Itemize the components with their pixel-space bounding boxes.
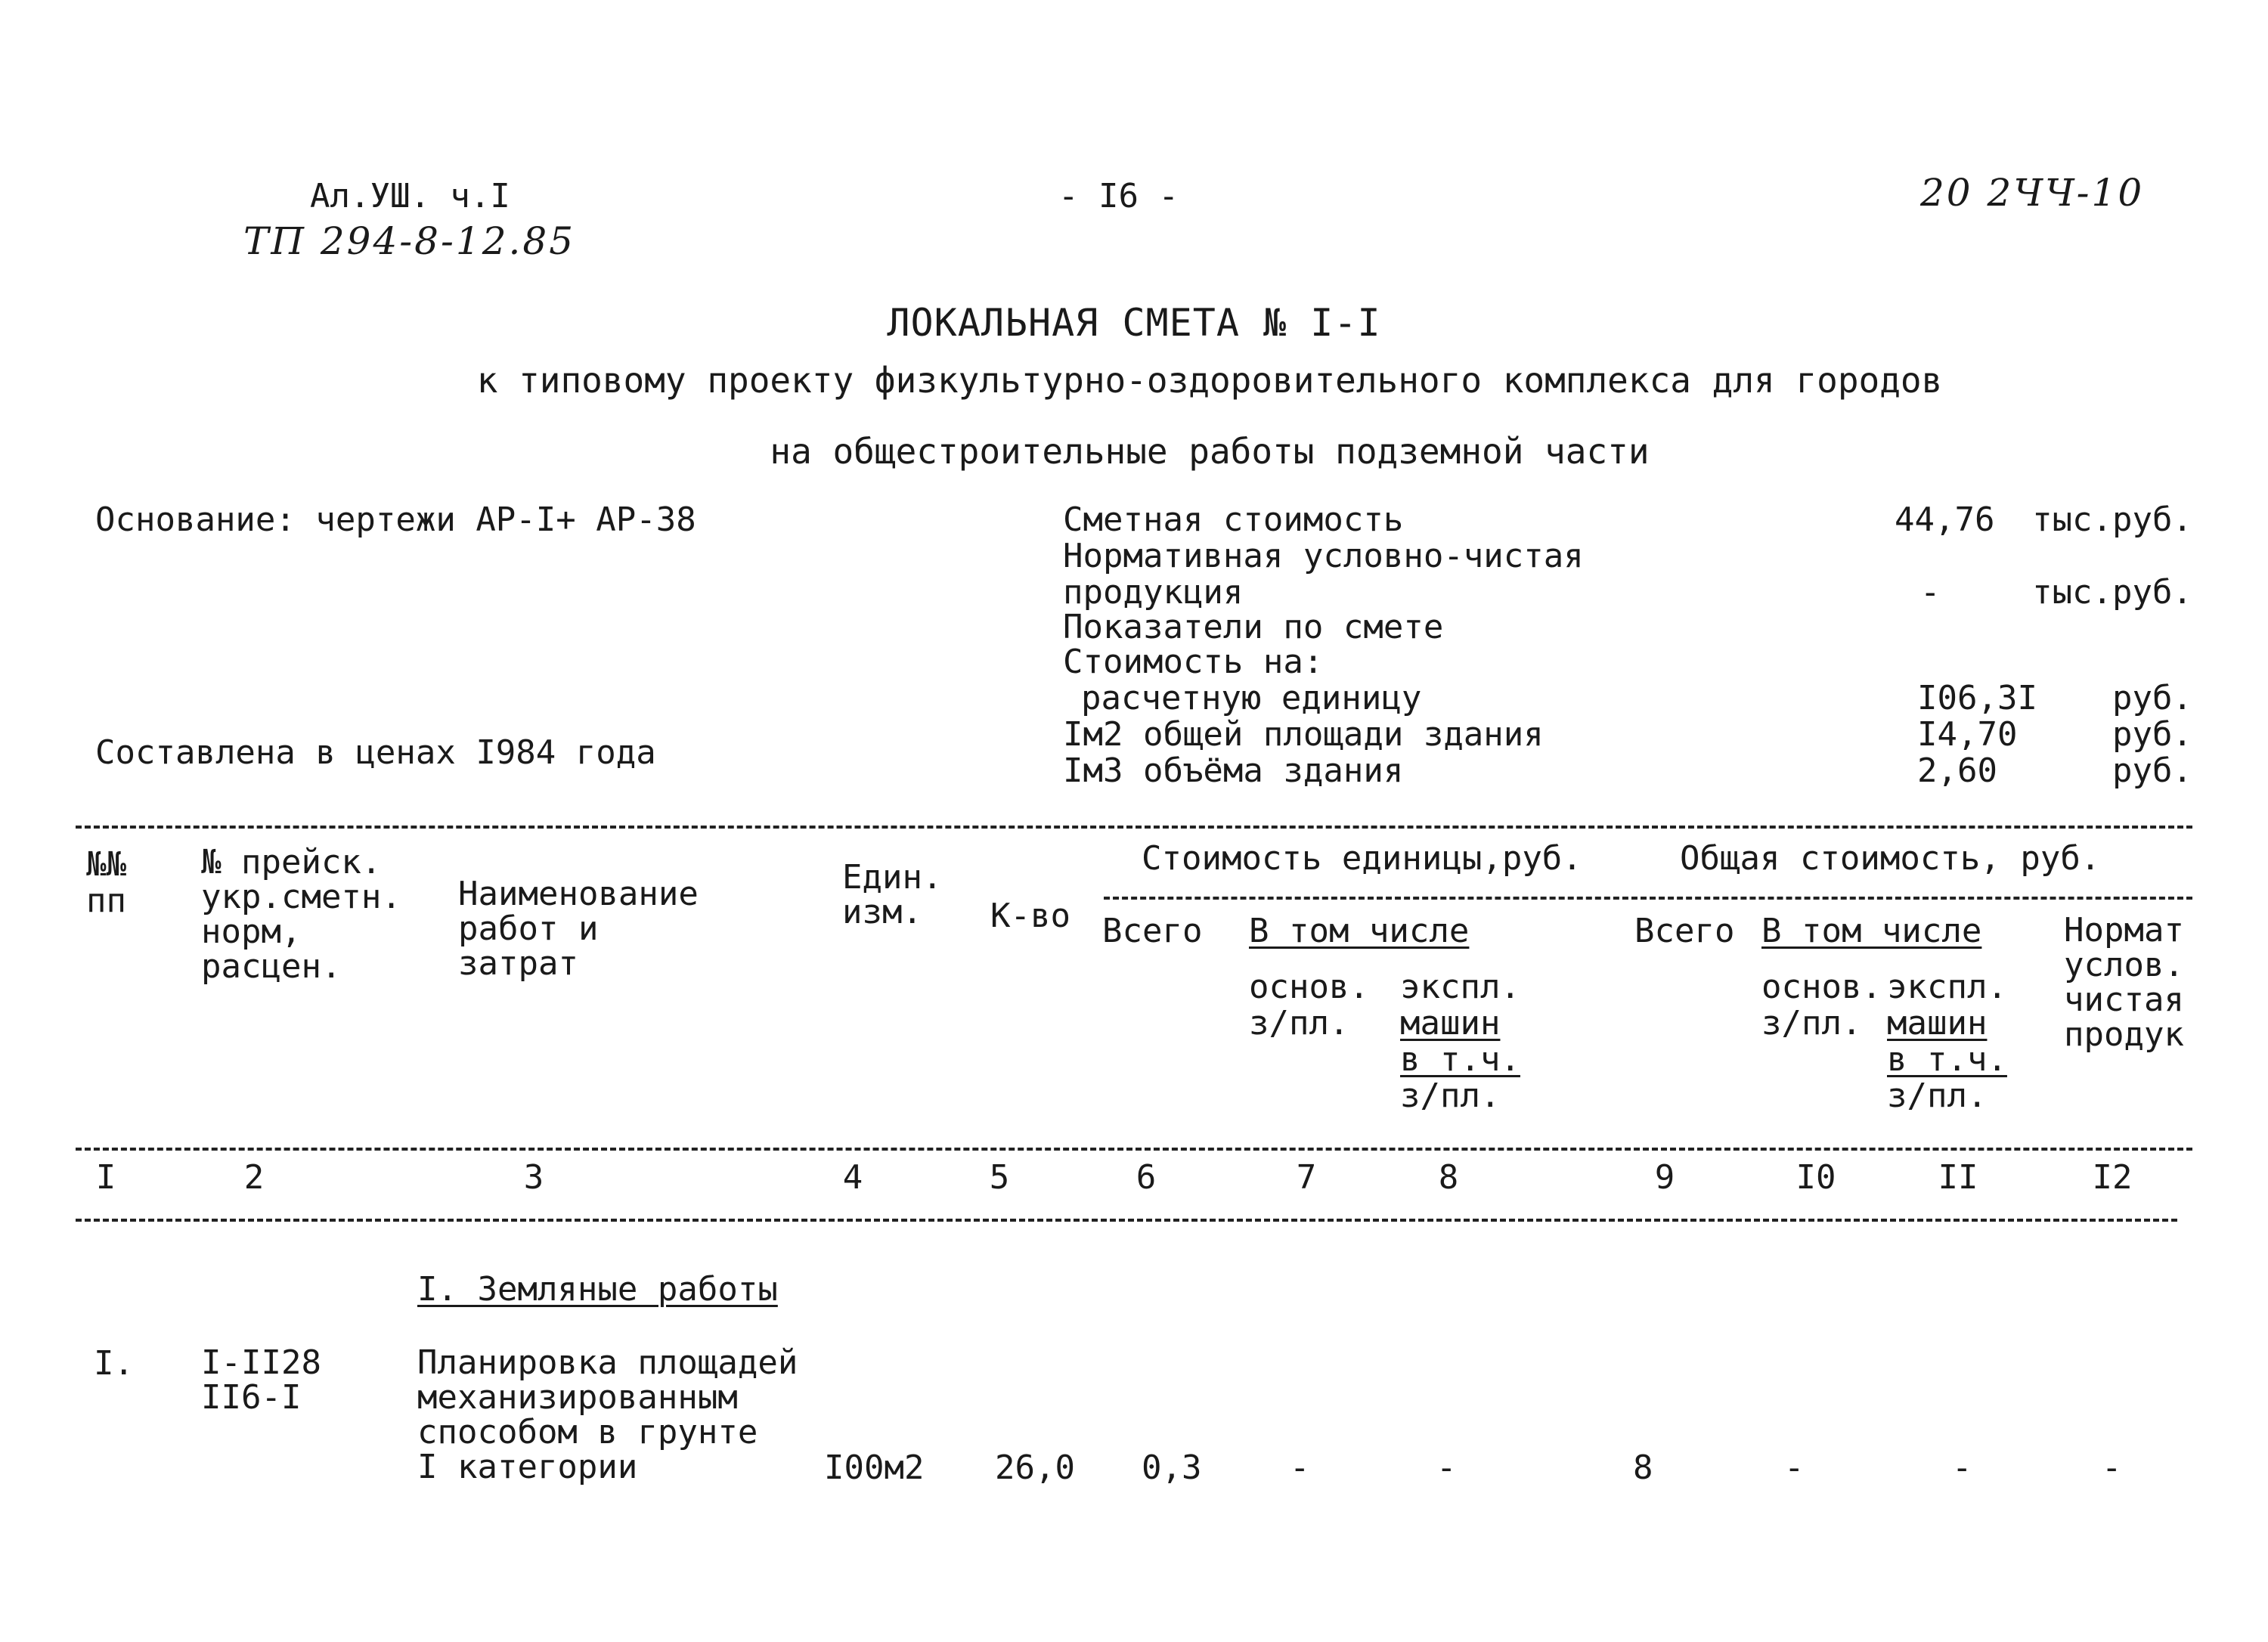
project-code: ТП 294-8-12.85 (243, 219, 576, 263)
basis-drawings: Основание: чертежи АР-I+ АР-38 (95, 500, 696, 539)
indicators-label: Показатели по смете (1063, 608, 1444, 646)
document-number: 20 2ЧЧ-10 (1920, 171, 2145, 215)
row-unit-wage: - (1290, 1448, 1310, 1487)
row-total-machines: - (1952, 1448, 1972, 1487)
col-header-unit-cost: Стоимость единицы,руб. (1142, 839, 1582, 878)
per-m2-label: Iм2 общей площади здания (1063, 715, 1544, 754)
per-m3-value: 2,60 (1917, 751, 1997, 790)
col-header-unit-basic-wage: основ. з/пл. (1249, 968, 1369, 1043)
normative-value: - (1920, 573, 1941, 612)
estimate-cost-unit: тыс.руб. (2032, 500, 2192, 539)
row-work-name: Планировка площадей механизированным способом в грунте I категории (417, 1343, 798, 1486)
col-header-total-basic-wage: основ. з/пл. (1761, 968, 1882, 1043)
normative-label-1: Нормативная условно-чистая (1063, 537, 1584, 575)
table-top-rule (76, 826, 2192, 829)
col-header-unit-including: В том числе (1249, 912, 1470, 950)
col-number: II (1938, 1158, 1978, 1197)
cost-group-rule (1104, 897, 2192, 900)
col-header-total: Всего (1634, 912, 1735, 950)
col-number: I0 (1796, 1158, 1836, 1197)
per-unit-label: расчетную единицу (1081, 679, 1422, 717)
per-m3-label: Iм3 объёма здания (1063, 751, 1404, 790)
col-header-unit-total: Всего (1102, 912, 1203, 950)
col-header-total-including: В том числе (1761, 912, 1982, 950)
row-num: I. (94, 1344, 134, 1383)
col-header-total-machines: экспл. машин в т.ч. з/пл. (1887, 968, 2007, 1115)
col-header-num: №№ пп (86, 845, 126, 920)
estimate-cost-value: 44,76 (1895, 500, 1995, 539)
estimate-cost-label: Сметная стоимость (1063, 500, 1404, 539)
per-unit-unit: руб. (2112, 679, 2192, 717)
col-number: 5 (989, 1158, 1010, 1197)
col-number: 6 (1136, 1158, 1157, 1197)
row-total-wage: - (1784, 1448, 1805, 1487)
col-number: I2 (2092, 1158, 2133, 1197)
album-label: Ал.УШ. ч.I (310, 177, 510, 215)
per-m3-unit: руб. (2112, 751, 2192, 790)
header-bottom-rule (76, 1148, 2192, 1151)
col-header-unit-machines: экспл. машин в т.ч. з/пл. (1400, 968, 1520, 1115)
row-unit-machines: - (1436, 1448, 1457, 1487)
col-number: 8 (1438, 1158, 1459, 1197)
col-header-name: Наименование работ и затрат (458, 875, 699, 983)
basis-prices: Составлена в ценах I984 года (95, 733, 656, 772)
row-normative: - (2102, 1448, 2122, 1487)
col-number: I (95, 1158, 116, 1197)
row-unit-total: 0,3 (1142, 1448, 1202, 1487)
section-title: I. Земляные работы (417, 1270, 778, 1309)
col-number: 4 (842, 1158, 863, 1197)
page-number: - I6 - (1058, 177, 1179, 215)
col-number: 9 (1654, 1158, 1675, 1197)
per-m2-value: I4,70 (1917, 715, 2018, 754)
col-header-unit: Един. изм. (842, 858, 943, 931)
col-number: 3 (523, 1158, 544, 1197)
col-number: 7 (1296, 1158, 1317, 1197)
col-header-total-cost: Общая стоимость, руб. (1680, 839, 2101, 878)
estimate-title: ЛОКАЛЬНАЯ СМЕТА № I-I (887, 301, 1381, 345)
row-qty: 26,0 (995, 1448, 1075, 1487)
per-unit-value: I06,3I (1917, 679, 2037, 717)
col-number: 2 (243, 1158, 265, 1197)
col-header-price-ref: № прейск. укр.сметн. норм, расцен. (201, 843, 401, 986)
col-numbers-rule (76, 1219, 2177, 1222)
col-header-normative: Нормат услов. чистая продук (2064, 911, 2184, 1054)
per-m2-unit: руб. (2112, 715, 2192, 754)
normative-label-2: продукция (1063, 573, 1244, 612)
estimate-subtitle: к типовому проекту физкультурно-оздоровительного комплекса для городов (476, 360, 1943, 401)
col-header-qty: К-во (990, 897, 1070, 935)
row-total: 8 (1633, 1448, 1653, 1487)
cost-per-label: Стоимость на: (1063, 643, 1324, 681)
row-unit: I00м2 (824, 1448, 925, 1487)
estimate-scope: на общестроительные работы подземной части (770, 431, 1650, 472)
normative-unit: тыс.руб. (2032, 573, 2192, 612)
row-price-ref: I-II28 II6-I (201, 1343, 321, 1417)
